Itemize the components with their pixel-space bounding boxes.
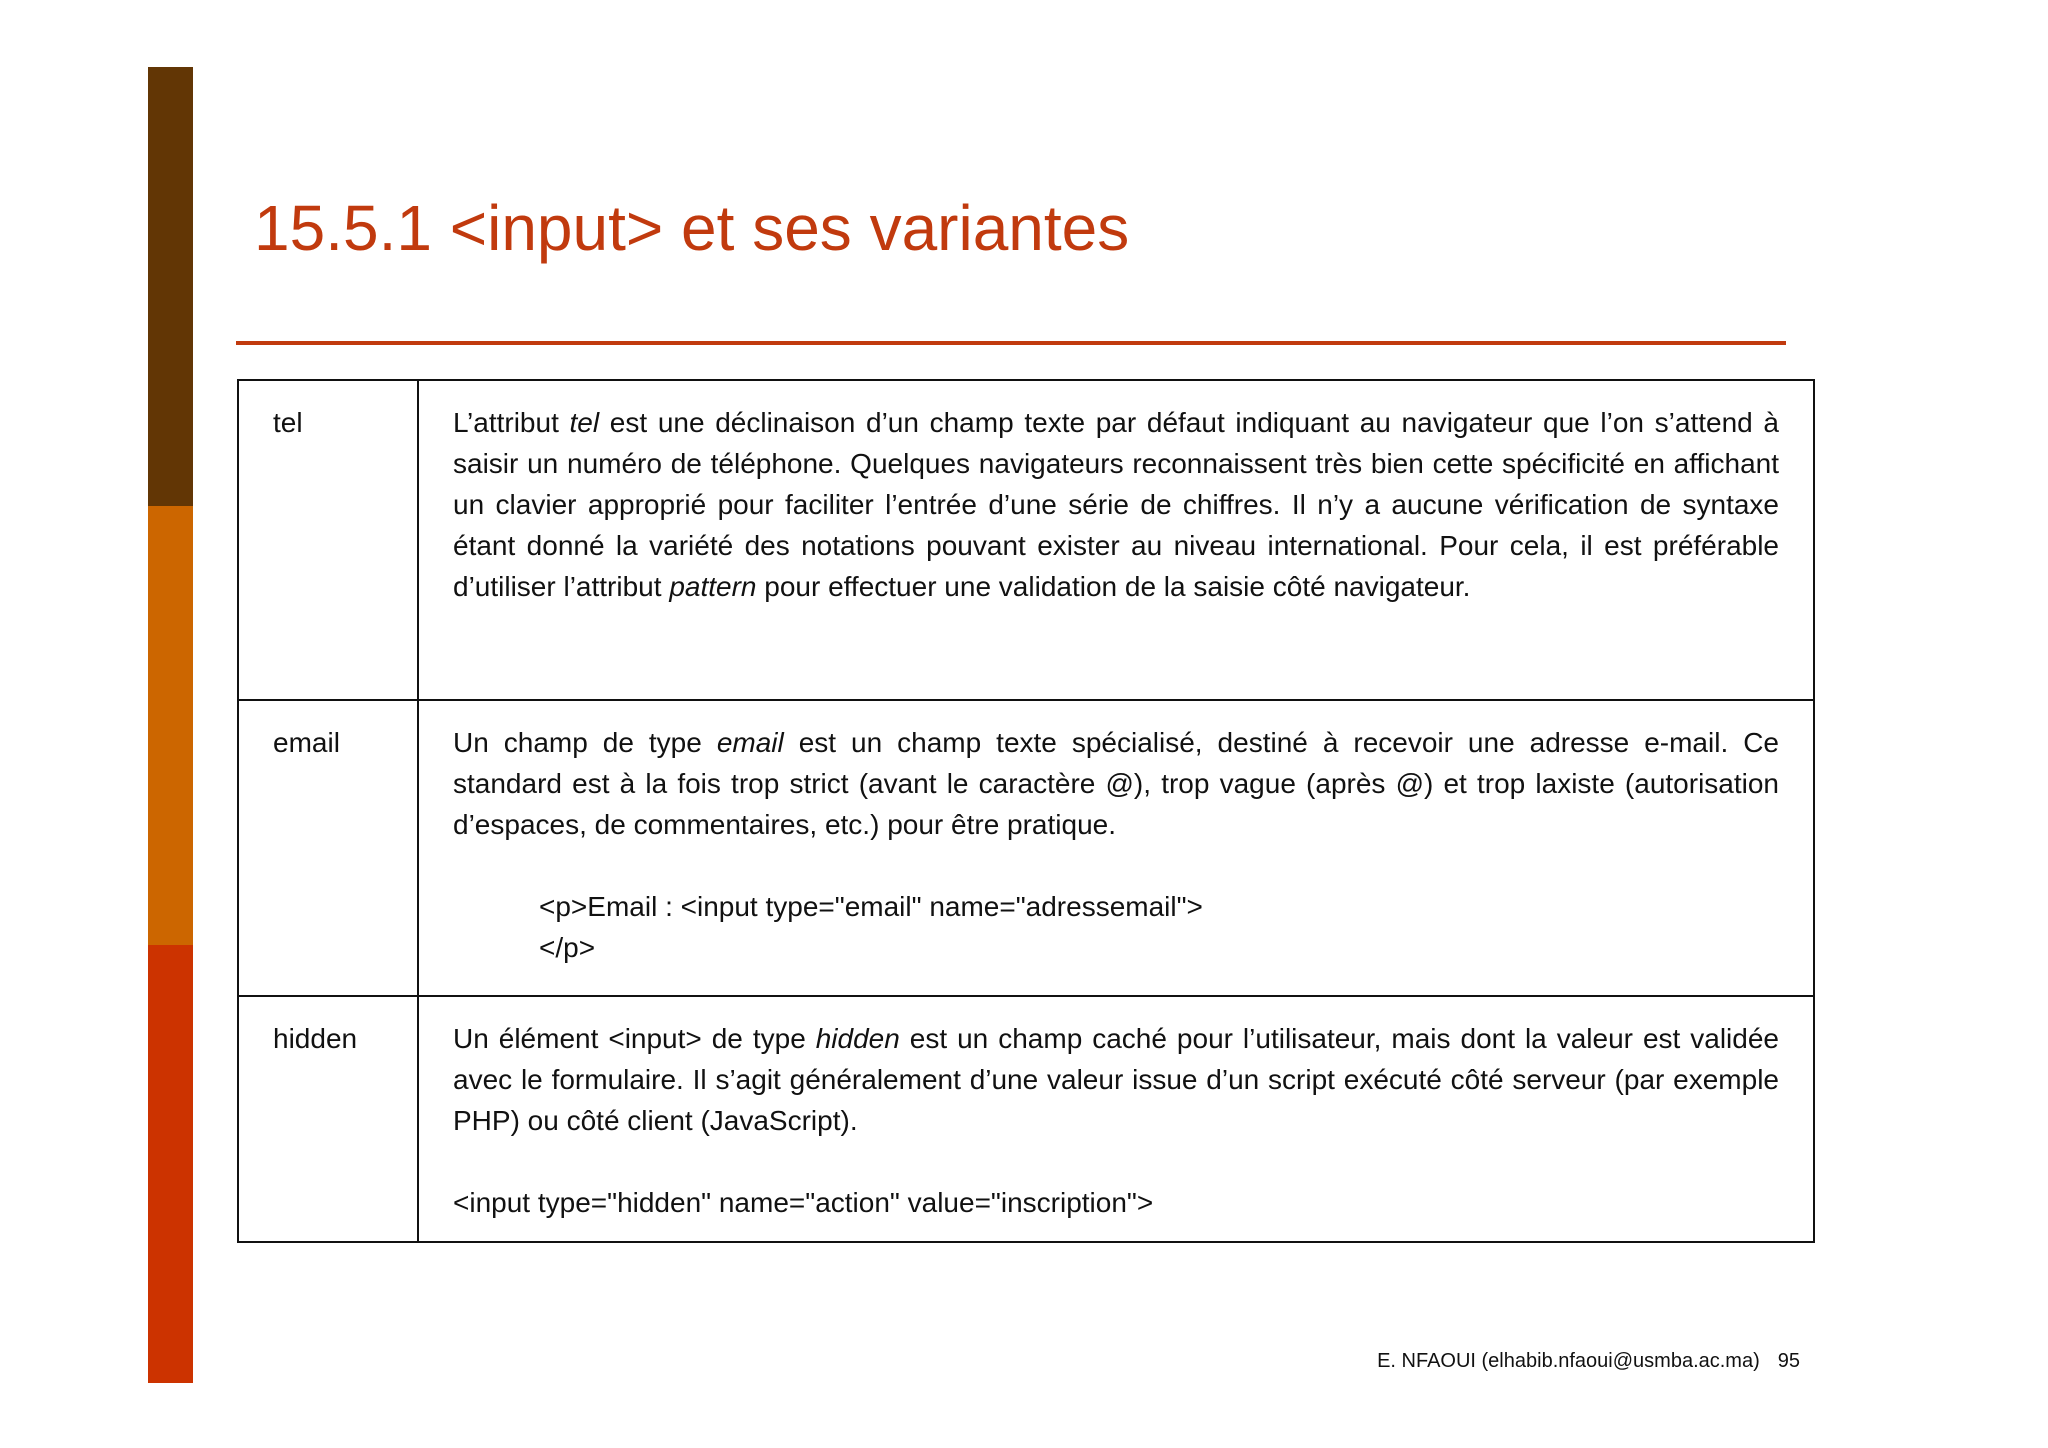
page-number: 95: [1777, 1350, 1800, 1372]
description-text: Un champ de type: [453, 727, 717, 758]
description-emphasis: pattern: [669, 571, 757, 602]
description-paragraph: [453, 1018, 1779, 1141]
description-text: L’attribut: [453, 407, 570, 438]
description-text: est un champ texte spécialisé, destiné à recevoir une adresse e-mail. Ce standard est à la fois trop strict (avant le caractère @), trop vague (après @) et trop laxiste (autorisation d’espaces, de commentaires, etc.) pour être pratique.: [453, 727, 1779, 840]
slide-title: 15.5.1 <input> et ses variantes: [254, 192, 1130, 264]
table-row-hidden: [238, 996, 1814, 1242]
description-emphasis: tel: [569, 407, 600, 438]
code-example-line: <p>Email : <input type="email" name="adressemail">: [539, 891, 1203, 922]
sidebar-bar-orange: [148, 506, 193, 945]
input-variants-table: [237, 379, 1815, 1243]
description-emphasis: hidden: [815, 1023, 900, 1054]
description-text: pour effectuer une validation de la saisie côté navigateur.: [756, 571, 1471, 602]
description-text: Un élément <input> de type: [453, 1023, 816, 1054]
term-label: email: [273, 727, 340, 758]
table-row-email: [238, 700, 1814, 996]
description-cell: [418, 700, 1814, 996]
description-cell: [418, 380, 1814, 700]
sidebar-bar-red: [148, 945, 193, 1383]
description-text: est un champ caché pour l’utilisateur, mais dont la valeur est validée avec le formulaire. Il s’agit généralement d’une valeur issue d’un script exécuté côté serveur (par exemple PHP) ou côté client (JavaScript).: [453, 1023, 1779, 1136]
description-cell: [418, 996, 1814, 1242]
spacer: [453, 1141, 1779, 1182]
description-paragraph: [453, 402, 1779, 607]
term-label: tel: [273, 407, 303, 438]
slide-footer: [1300, 1350, 1800, 1373]
footer-author: E. NFAOUI (elhabib.nfaoui@usmba.ac.ma): [1377, 1350, 1760, 1372]
description-paragraph: [453, 722, 1779, 845]
description-emphasis: email: [716, 727, 784, 758]
code-example-line: <input type="hidden" name="action" value="inscription">: [453, 1187, 1154, 1218]
term-cell: [238, 996, 418, 1242]
description-text: est une déclinaison d’un champ texte par défaut indiquant au navigateur que l’on s’attend à saisir un numéro de téléphone. Quelques navigateurs reconnaissent très bien cette spécificité en affichant un clavier approprié pour faciliter l’entrée d’une série de chiffres. Il n’y a aucune vérification de syntaxe étant donné la variété des notations pouvant exister au niveau international. Pour cela, il est préférable d’utiliser l’attribut: [453, 407, 1779, 602]
term-cell: [238, 700, 418, 996]
code-example-line: </p>: [539, 932, 596, 963]
spacer: [453, 845, 1779, 886]
table-row-tel: [238, 380, 1814, 700]
title-underline: [236, 341, 1786, 345]
term-cell: [238, 380, 418, 700]
sidebar-bar-brown: [148, 67, 193, 506]
term-label: hidden: [273, 1023, 358, 1054]
